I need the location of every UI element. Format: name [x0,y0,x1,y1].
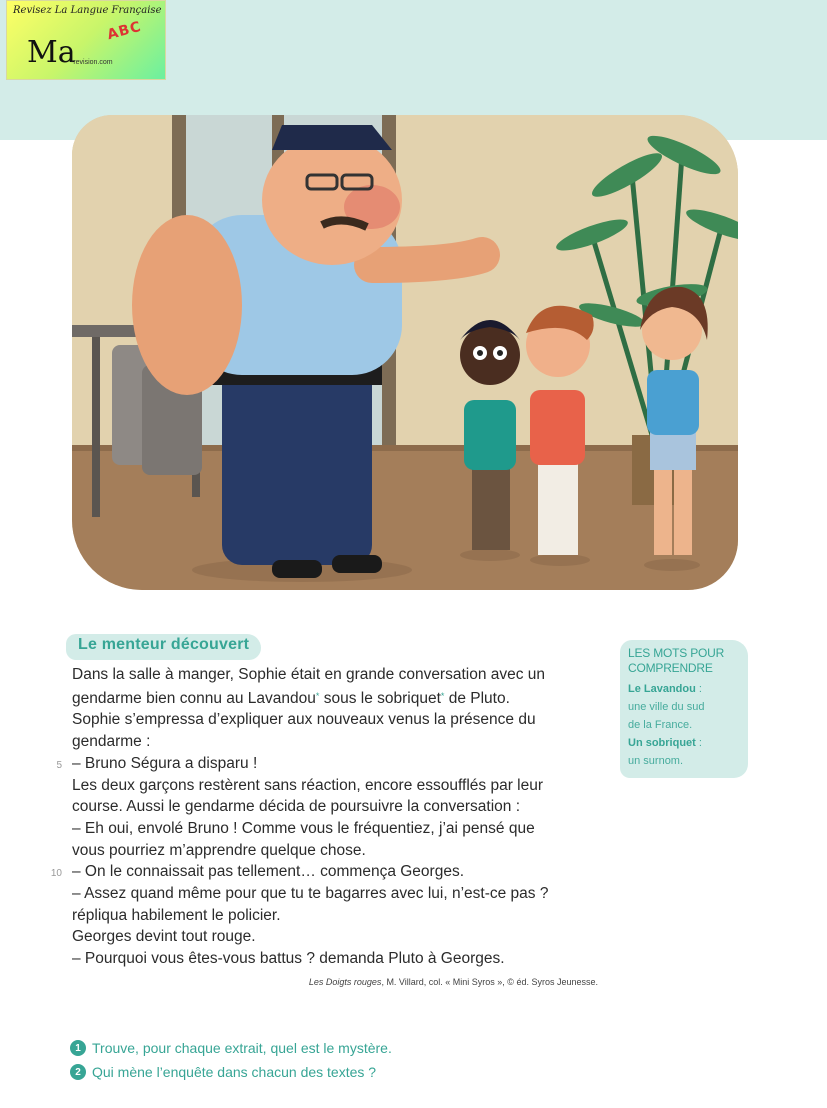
vocab-entry [628,679,740,733]
footnote-marker: * [315,690,320,701]
question-item [70,1038,392,1058]
line-number: 5 [56,759,62,771]
logo-abc-mark: ABC [105,18,144,44]
line-text: Les deux garçons restèrent sans réaction, encore essoufflés par leur [72,776,544,794]
question-text: Qui mène l’enquête dans chacun des textes ? [92,1064,377,1080]
vocab-heading-line-2: COMPRENDRE [628,661,713,675]
story-line [72,711,536,728]
line-text: gendarme bien connu au Lavandou [72,689,316,707]
vocab-separator: : [695,737,702,749]
line-text: – Bruno Ségura a disparu ! [72,754,258,772]
line-text: – Pourquoi vous êtes-vous battus ? demanda Pluto à Georges. [72,950,505,968]
logo-brand: Ma [27,35,76,70]
line-text: – Eh oui, envolé Bruno ! Comme vous le fréquentiez, j’ai pensé que [72,819,535,837]
line-text: Dans la salle à manger, Sophie était en grande conversation avec un [72,666,546,683]
question-item [70,1062,392,1082]
vocab-heading [628,646,740,676]
vocab-definition: un surnom. [628,755,684,767]
footnote-marker: * [440,690,445,701]
story-line [72,885,548,902]
line-number: 10 [50,868,62,880]
story-line [72,666,545,683]
story-line [72,798,520,815]
source-credit [72,977,598,987]
vocab-definition: de la France. [628,719,693,731]
story-line [72,928,256,945]
questions-list [70,1038,392,1086]
story-paragraph [50,664,598,970]
logo-site: -revision.com [71,59,113,66]
line-text: sous le sobriquet [319,689,441,707]
line-text: Sophie s’empressa d’expliquer aux nouveaux venus la présence du [72,711,536,729]
vocab-entry [628,733,740,769]
story-text [50,664,598,970]
credit-rest: , M. Villard, col. « Mini Syros », © éd. Syros Jeunesse. [381,977,598,987]
line-text: – On le connaissait pas tellement… commença Georges. [72,863,464,881]
line-text: répliqua habilement le policier. [72,906,281,924]
story-line [72,733,150,750]
question-text: Trouve, pour chaque extrait, quel est le mystère. [92,1040,392,1056]
vocab-term: Un sobriquet [628,737,696,749]
line-text: Georges devint tout rouge. [72,928,256,946]
section-title: Le menteur découvert [78,636,250,653]
line-text: gendarme : [72,733,151,751]
story-line [50,863,464,881]
story-line [72,950,505,967]
section-title-badge [66,634,261,660]
line-text: de Pluto. [444,689,510,707]
question-number-badge: 2 [70,1064,86,1080]
story-line [72,907,281,924]
story-line [56,754,258,772]
story-line [72,842,366,859]
story-illustration [72,115,738,590]
vocab-term: Le Lavandou [628,683,696,695]
line-text: vous pourriez m’apprendre quelque chose. [72,841,366,859]
vocab-heading-line-1: LES MOTS POUR [628,646,725,660]
vocabulary-box [620,640,748,778]
line-text: – Assez quand même pour que tu te bagarres avec lui, n’est-ce pas ? [72,885,549,903]
credit-title: Les Doigts rouges [308,977,382,987]
story-line [72,690,510,707]
story-line [72,820,535,837]
story-line [72,777,543,794]
logo-tagline: Revisez La Langue Française [13,5,162,16]
question-number-badge: 1 [70,1040,86,1056]
line-text: course. Aussi le gendarme décida de poursuivre la conversation : [72,798,521,816]
site-logo[interactable] [6,0,166,80]
vocab-definition: une ville du sud [628,701,705,713]
vocab-separator: : [695,683,702,695]
